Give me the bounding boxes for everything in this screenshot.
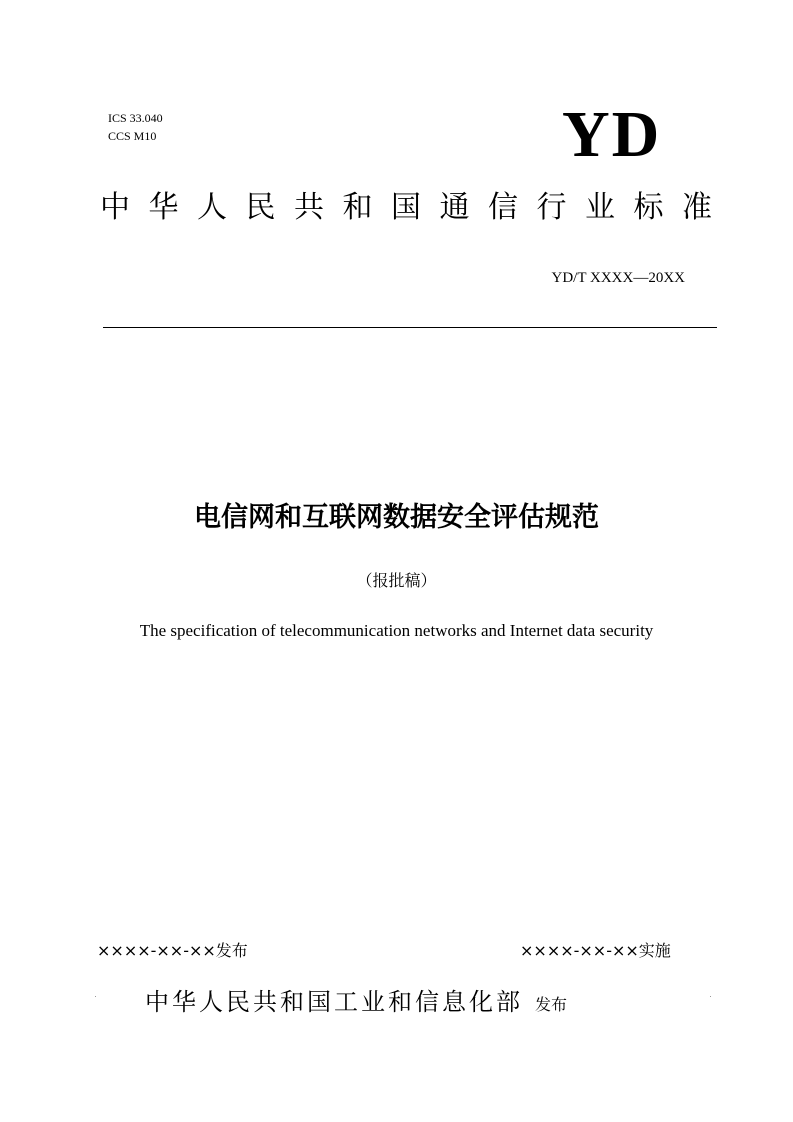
ccs-code: CCS M10 — [108, 129, 157, 143]
document-title: 电信网和互联网数据安全评估规范 — [194, 502, 599, 533]
document-title-english: The specification of telecommunication networks and Internet data security — [139, 621, 654, 640]
draft-status: （报批稿） — [356, 571, 437, 590]
yd-logo: YD — [562, 98, 662, 171]
issuer-line — [145, 986, 567, 1021]
corner-mark-left — [95, 996, 96, 997]
publish-date: ××××-××-××发布 — [97, 941, 248, 960]
standard-number: YD/T XXXX—20XX — [551, 270, 685, 286]
issuing-authority: 中华人民共和国工业和信息化部 — [145, 988, 523, 1016]
implement-date: ××××-××-××实施 — [520, 941, 671, 960]
issue-label: 发布 — [535, 995, 568, 1014]
ics-code: ICS 33.040 — [108, 111, 163, 125]
header-divider — [103, 327, 717, 328]
corner-mark-right — [710, 996, 711, 997]
standard-type-heading: 中华人民共和国通信行业标准 — [100, 190, 731, 225]
